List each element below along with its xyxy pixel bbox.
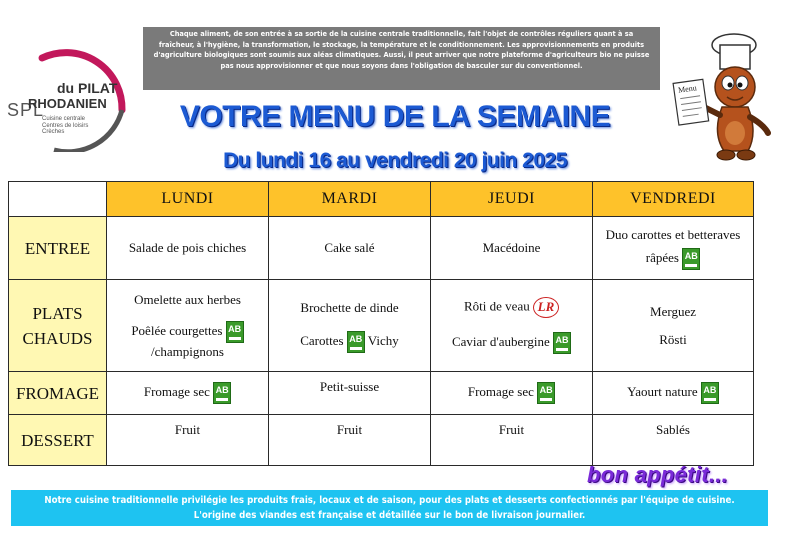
day-header-lundi: LUNDI bbox=[107, 182, 269, 217]
plats-lundi: Omelette aux herbes Poêlée courgettes AB /champignons bbox=[107, 280, 269, 372]
table-corner bbox=[9, 182, 107, 217]
fromage-mardi: Petit-suisse bbox=[269, 372, 431, 415]
day-header-vendredi: VENDREDI bbox=[593, 182, 754, 217]
entree-vendredi: Duo carottes et betteraves râpées AB bbox=[593, 217, 754, 280]
menu-date-range: Du lundi 16 au vendredi 20 juin 2025 bbox=[223, 149, 567, 172]
spl-logo bbox=[4, 40, 132, 152]
logo-letters: SPL bbox=[7, 100, 45, 120]
table-header-row bbox=[9, 182, 754, 217]
entree-lundi: Salade de pois chiches bbox=[107, 217, 269, 280]
bio-ab-icon: AB bbox=[682, 248, 700, 270]
weekly-menu-table bbox=[8, 181, 754, 466]
bio-ab-icon: AB bbox=[226, 321, 244, 343]
label-rouge-icon: LR bbox=[533, 297, 559, 318]
logo-subtitle: Cuisine centrale Centres de loisirs Crèches bbox=[42, 116, 89, 135]
table-row bbox=[9, 217, 754, 280]
bio-ab-icon: AB bbox=[553, 332, 571, 354]
row-header-fromage: FROMAGE bbox=[9, 372, 107, 415]
dessert-mardi: Fruit bbox=[269, 415, 431, 466]
day-header-jeudi: JEUDI bbox=[431, 182, 593, 217]
dessert-lundi: Fruit bbox=[107, 415, 269, 466]
dessert-vendredi: Sablés bbox=[593, 415, 754, 466]
bon-appetit-text: bon appétit... bbox=[587, 462, 729, 487]
footer-line-1: Notre cuisine traditionnelle privilégie les produits frais, locaux et de saison, pour des plats et desserts confectionnés par l'équipe de cuisine. bbox=[44, 495, 735, 506]
footer-banner bbox=[11, 490, 768, 526]
menu-title: VOTRE MENU DE LA SEMAINE bbox=[179, 100, 611, 133]
bio-ab-icon: AB bbox=[701, 382, 719, 404]
bio-ab-icon: AB bbox=[213, 382, 231, 404]
entree-mardi: Cake salé bbox=[269, 217, 431, 280]
plats-mardi: Brochette de dinde Carottes AB Vichy bbox=[269, 280, 431, 372]
table-row bbox=[9, 372, 754, 415]
table-row bbox=[9, 415, 754, 466]
logo-line1: du PILAT bbox=[57, 80, 118, 96]
plats-jeudi: Rôti de veau LR Caviar d'aubergine AB bbox=[431, 280, 593, 372]
dessert-jeudi: Fruit bbox=[431, 415, 593, 466]
chef-sign-text: Menu bbox=[677, 83, 698, 95]
chef-mascot-icon bbox=[672, 33, 782, 173]
row-header-dessert: DESSERT bbox=[9, 415, 107, 466]
row-header-plats-chauds: PLATS CHAUDS bbox=[9, 280, 107, 372]
logo-line2: RHODANIEN bbox=[28, 96, 107, 111]
fromage-jeudi: Fromage sec AB bbox=[431, 372, 593, 415]
entree-jeudi: Macédoine bbox=[431, 217, 593, 280]
row-header-entree: ENTREE bbox=[9, 217, 107, 280]
footer-line-2: L'origine des viandes est française et détaillée sur le bon de livraison journalier. bbox=[193, 510, 586, 521]
quality-notice: Chaque aliment, de son entrée à sa sortie de la cuisine centrale traditionnelle, fait l'objet de contrôles réguliers quant à sa fraîcheur, à l'hygiène, la transformation, le stockage, la température et le conditionnement. Les approvisionnements en produits d'agriculture biologiques sont soumis aux aléas climatiques. Aussi, il peut arriver que notre plateforme d'agriculteurs bio ne puisse pas nous approvisionner et que nous soyons dans l'obligation de basculer sur du conventionnel. bbox=[143, 27, 660, 90]
fromage-vendredi: Yaourt nature AB bbox=[593, 372, 754, 415]
bio-ab-icon: AB bbox=[537, 382, 555, 404]
plats-vendredi: Merguez Rösti bbox=[593, 280, 754, 372]
day-header-mardi: MARDI bbox=[269, 182, 431, 217]
table-row bbox=[9, 280, 754, 372]
fromage-lundi: Fromage sec AB bbox=[107, 372, 269, 415]
bio-ab-icon: AB bbox=[347, 331, 365, 353]
